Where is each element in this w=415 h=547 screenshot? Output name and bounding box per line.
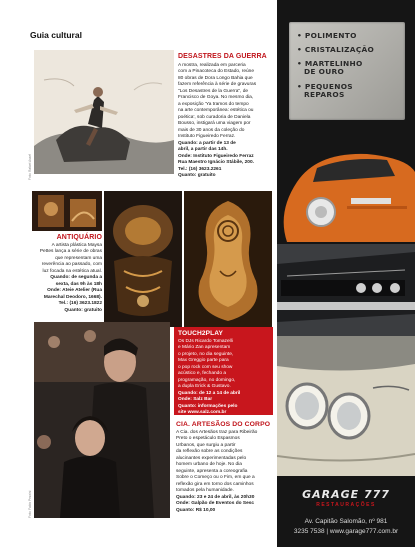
body-line: acústico e, fechando a bbox=[178, 371, 227, 377]
orange-car-image bbox=[277, 142, 415, 242]
garage777-advertisement[interactable] bbox=[277, 0, 415, 547]
brand-name: GARAGE 777 bbox=[302, 488, 390, 501]
body-line: luz focada na estética atual. bbox=[42, 268, 102, 274]
body-line: Urbanos, que surgiu a partir bbox=[176, 442, 236, 448]
services-plate bbox=[289, 22, 405, 120]
body-line: Max Greggio parte para bbox=[178, 358, 229, 364]
body-line: com a Pinacoteca do Estado, reúne bbox=[178, 69, 254, 75]
body-line: Preto o espetáculo Espasmos bbox=[176, 436, 240, 442]
body-line: programação, no domingo, bbox=[178, 377, 236, 383]
info-line: Rua Maestro Ignácio Stábile, 200. bbox=[178, 160, 254, 166]
body-line: Francisco de Goya. No mesmo dia, bbox=[178, 95, 254, 101]
black-car-image bbox=[277, 244, 415, 336]
artesaos-performers-image bbox=[34, 322, 170, 518]
body-line: que representam uma bbox=[55, 255, 102, 261]
info-line: Quando: de 12 a 14 de abril bbox=[178, 390, 241, 396]
body-line: homem urbano de hoje. No dia bbox=[176, 462, 242, 468]
service-item: • MARTELINHO bbox=[297, 59, 363, 69]
body-line: na arte contemporânea: estética ou bbox=[178, 108, 254, 114]
body-line: reflexão gira em torno dos caminhos bbox=[176, 481, 254, 487]
brand-logo bbox=[277, 488, 415, 508]
service-item: DE OURO bbox=[304, 67, 345, 77]
photo-credit: Foto: Fabio Pezzini bbox=[28, 490, 32, 518]
info-line: Quanto: informações pelo bbox=[178, 403, 238, 409]
body-line: fazem referência à série de gravuras bbox=[178, 82, 257, 88]
info-line: Quanto: gratuito bbox=[64, 307, 102, 313]
info-line: Onde: Galpão de Eventos do Sesc bbox=[176, 501, 255, 507]
body-line: alucinantes experimentadas pelo bbox=[176, 455, 247, 461]
info-line: Onde: Instituto Figueiredo Ferraz bbox=[178, 153, 254, 159]
cream-car-image bbox=[277, 336, 415, 476]
body-line: Pettes lança a série de obras bbox=[39, 249, 102, 255]
address-text: Av. Capitão Salomão, nº 981 bbox=[304, 518, 388, 525]
body-line: Instituto Figueiredo Ferraz. bbox=[178, 134, 236, 140]
body-line: seguinte, apresenta a coreografia bbox=[176, 468, 248, 474]
body-line: poética', sob curadoria de Daniela bbox=[178, 114, 251, 120]
info-line: Onde: Ateie Atelier (Rua bbox=[47, 288, 102, 294]
service-item: • PEQUENOS bbox=[297, 81, 353, 91]
body-line: e Mário Zan apresentam bbox=[178, 345, 231, 351]
section-title: Guia cultural bbox=[30, 30, 82, 40]
info-line: Quando: de segunda a bbox=[50, 275, 102, 281]
article-body bbox=[178, 63, 273, 179]
body-line: o projeto, no dia seguinte, bbox=[178, 351, 234, 357]
info-line: Tel.: (16) 3623.2261 bbox=[178, 166, 222, 172]
article-body bbox=[178, 339, 269, 417]
body-line: A artista plástica Maysa bbox=[51, 243, 102, 248]
article-title: ANTIQUÁRIO bbox=[56, 234, 102, 241]
info-line: Quanto: R$ 10,00 bbox=[176, 507, 216, 513]
info-line: Quanto: gratuito bbox=[178, 172, 216, 178]
antiquario-violin-image bbox=[184, 191, 272, 327]
info-line: sexta, das 9h às 18h bbox=[55, 281, 102, 287]
body-line: "Los Desastres de la Guerra", de bbox=[178, 88, 249, 94]
brand-tagline: RESTAURAÇÕES bbox=[316, 502, 376, 508]
service-item: • POLIMENTO bbox=[297, 31, 357, 40]
article-title: DESASTRES DA GUERRA bbox=[178, 53, 267, 60]
body-line: reverência ao passado, com bbox=[41, 262, 102, 268]
body-line: o pop rock com seu show bbox=[178, 364, 233, 370]
body-line: tomados pela humanidade. bbox=[176, 488, 234, 494]
antiquario-ornate-image bbox=[104, 191, 182, 327]
info-line: Marechal Deodoro, 1668). bbox=[43, 294, 102, 300]
article-body bbox=[30, 243, 102, 314]
contact-text[interactable]: 3235 7538 | www.garage777.com.br bbox=[293, 528, 399, 535]
antiquario-artwork-image bbox=[32, 191, 102, 231]
touch2play-box bbox=[174, 327, 273, 415]
body-line: mais de 30 anos da coleção do bbox=[178, 127, 245, 133]
body-line: a dupla Erick & Gustavo. bbox=[178, 384, 231, 390]
body-line: A Cia. dos Artesãos traz para Ribeirão bbox=[176, 430, 258, 435]
info-line: Onde: Salz Bar bbox=[178, 397, 213, 403]
info-line: site www.salz.com.br bbox=[178, 410, 227, 416]
body-line: 80 obras de Dora Longo Bahia que bbox=[178, 75, 253, 81]
info-line: Quando: a partir de 13 de bbox=[178, 140, 236, 146]
body-line: Bousso, instigará uma viagem por bbox=[178, 121, 251, 127]
photo-credit: Foto: Rafael Assef bbox=[28, 153, 32, 180]
desastres-artwork-image bbox=[34, 50, 174, 174]
service-item: REPAROS bbox=[304, 89, 345, 99]
info-line: Quando: 23 e 24 de abril, às 20h30 bbox=[176, 494, 255, 500]
body-line: A mostra, realizada em parceria bbox=[178, 63, 246, 68]
article-title: TOUCH2PLAY bbox=[178, 330, 223, 337]
article-body bbox=[176, 430, 274, 514]
body-line: Sobre o Começo ou o Fim, em que a bbox=[176, 475, 255, 481]
body-line: Os DJs Ricardo Tomazelli bbox=[178, 339, 233, 344]
body-line: a exposição 'Ya tramos do tempo bbox=[178, 101, 249, 107]
info-line: abril, a partir das 14h. bbox=[178, 147, 228, 153]
service-item: • CRISTALIZAÇÃO bbox=[297, 45, 375, 55]
info-line: Tel.: (16) 3623.1822 bbox=[58, 301, 102, 307]
article-title: CIA. ARTESÃOS DO CORPO bbox=[176, 421, 271, 428]
body-line: da reflexão sobre as condições bbox=[176, 449, 243, 455]
